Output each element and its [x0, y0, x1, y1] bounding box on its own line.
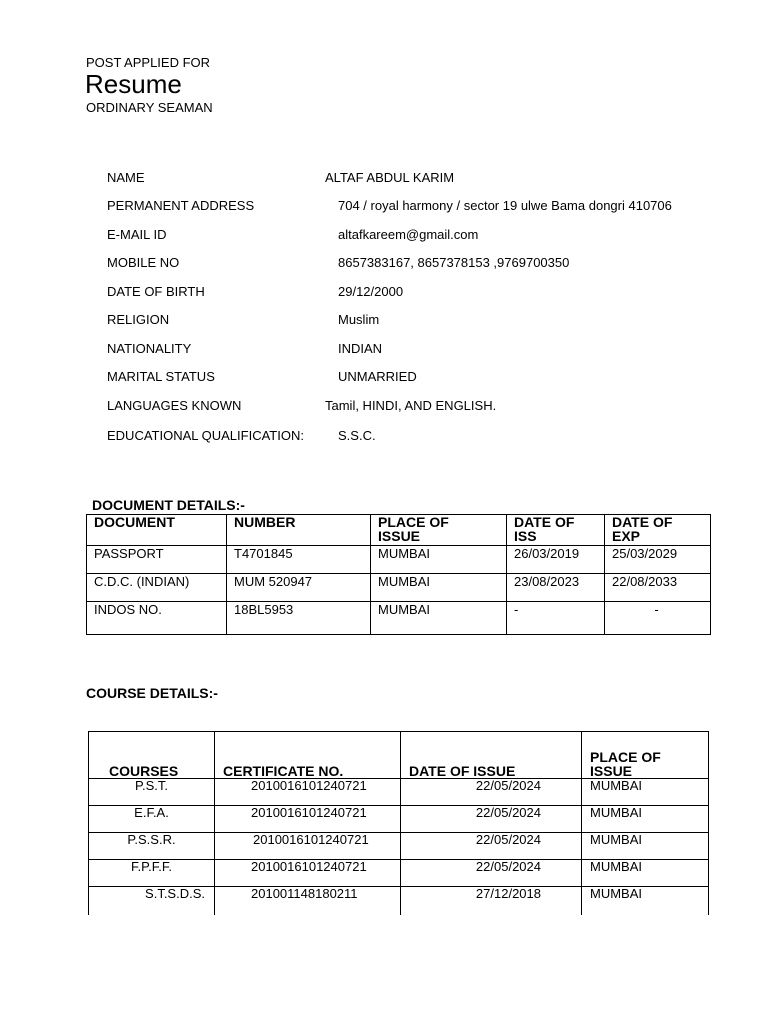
cell-date: 22/05/2024	[401, 779, 582, 806]
document-details-heading: DOCUMENT DETAILS:-	[92, 497, 245, 513]
document-details-table	[86, 514, 711, 635]
cell-date: 22/05/2024	[401, 860, 582, 887]
header-certificate-no: CERTIFICATE NO.	[215, 732, 401, 779]
email-value: altafkareem@gmail.com	[338, 227, 479, 242]
table-row	[89, 806, 709, 833]
cell-date-iss: -	[507, 602, 605, 635]
cell-place: MUMBAI	[582, 833, 709, 860]
cell-certificate: 2010016101240721	[215, 779, 401, 806]
table-row	[89, 779, 709, 806]
cell-date-exp: 22/08/2033	[605, 574, 711, 602]
header-courses: COURSES	[89, 732, 215, 779]
cell-place: MUMBAI	[582, 860, 709, 887]
cell-date: 27/12/2018	[401, 887, 582, 915]
cell-date: 22/05/2024	[401, 806, 582, 833]
religion-label: RELIGION	[107, 312, 170, 327]
cell-date: 22/05/2024	[401, 833, 582, 860]
position-applied: ORDINARY SEAMAN	[86, 100, 213, 115]
dob-value: 29/12/2000	[338, 284, 404, 299]
cell-document: INDOS NO.	[87, 602, 227, 635]
mobile-value: 8657383167, 8657378153 ,9769700350	[338, 255, 570, 270]
course-details-table	[88, 731, 709, 915]
table-row	[87, 574, 711, 602]
header-document: DOCUMENT	[87, 515, 227, 546]
table-row	[87, 602, 711, 635]
header-date-of-issue: DATE OF ISSUE	[401, 732, 582, 779]
post-applied-label: POST APPLIED FOR	[86, 55, 211, 70]
cell-certificate: 2010016101240721	[215, 833, 401, 860]
header-number: NUMBER	[227, 515, 371, 546]
dob-label: DATE OF BIRTH	[107, 284, 205, 299]
address-label: PERMANENT ADDRESS	[107, 198, 255, 213]
header-place-of-issue: PLACE OF ISSUE	[582, 732, 709, 779]
name-label: NAME	[107, 170, 145, 185]
cell-place: MUMBAI	[582, 779, 709, 806]
cell-course: P.S.S.R.	[89, 833, 215, 860]
header-date-of-exp: DATE OF EXP	[605, 515, 711, 546]
cell-number: 18BL5953	[227, 602, 371, 635]
cell-place: MUMBAI	[371, 574, 507, 602]
table-row	[89, 887, 709, 915]
languages-label: LANGUAGES KNOWN	[107, 398, 242, 413]
cell-place: MUMBAI	[371, 602, 507, 635]
cell-course: F.P.F.F.	[89, 860, 215, 887]
cell-date-iss: 23/08/2023	[507, 574, 605, 602]
header-place-of-issue: PLACE OF ISSUE	[371, 515, 507, 546]
education-value: S.S.C.	[338, 428, 376, 443]
cell-course: P.S.T.	[89, 779, 215, 806]
mobile-label: MOBILE NO	[107, 255, 180, 270]
religion-value: Muslim	[338, 312, 380, 327]
cell-certificate: 2010016101240721	[215, 860, 401, 887]
cell-number: T4701845	[227, 546, 371, 574]
cell-course: S.T.S.D.S.	[89, 887, 215, 915]
marital-status-value: UNMARRIED	[338, 369, 417, 384]
cell-course: E.F.A.	[89, 806, 215, 833]
cell-place: MUMBAI	[582, 806, 709, 833]
table-header-row	[87, 515, 711, 546]
header-date-of-iss: DATE OF ISS	[507, 515, 605, 546]
cell-place: MUMBAI	[371, 546, 507, 574]
education-label: EDUCATIONAL QUALIFICATION:	[107, 428, 304, 443]
table-row	[89, 833, 709, 860]
marital-status-label: MARITAL STATUS	[107, 369, 215, 384]
cell-place: MUMBAI	[582, 887, 709, 915]
cell-certificate: 201001148180211	[215, 887, 401, 915]
cell-date-exp: 25/03/2029	[605, 546, 711, 574]
cell-certificate: 2010016101240721	[215, 806, 401, 833]
name-value: ALTAF ABDUL KARIM	[325, 170, 455, 185]
table-row	[87, 546, 711, 574]
resume-title: Resume	[85, 69, 182, 99]
cell-number: MUM 520947	[227, 574, 371, 602]
nationality-label: NATIONALITY	[107, 341, 192, 356]
cell-document: C.D.C. (INDIAN)	[87, 574, 227, 602]
address-value: 704 / royal harmony / sector 19 ulwe Bama dongri 410706	[338, 198, 672, 213]
table-header-row	[89, 732, 709, 779]
languages-value: Tamil, HINDI, AND ENGLISH.	[325, 398, 497, 413]
email-label: E-MAIL ID	[107, 227, 167, 242]
course-details-heading: COURSE DETAILS:-	[86, 685, 218, 701]
nationality-value: INDIAN	[338, 341, 383, 356]
cell-date-iss: 26/03/2019	[507, 546, 605, 574]
cell-document: PASSPORT	[87, 546, 227, 574]
table-row	[89, 860, 709, 887]
cell-date-exp: -	[605, 602, 711, 635]
